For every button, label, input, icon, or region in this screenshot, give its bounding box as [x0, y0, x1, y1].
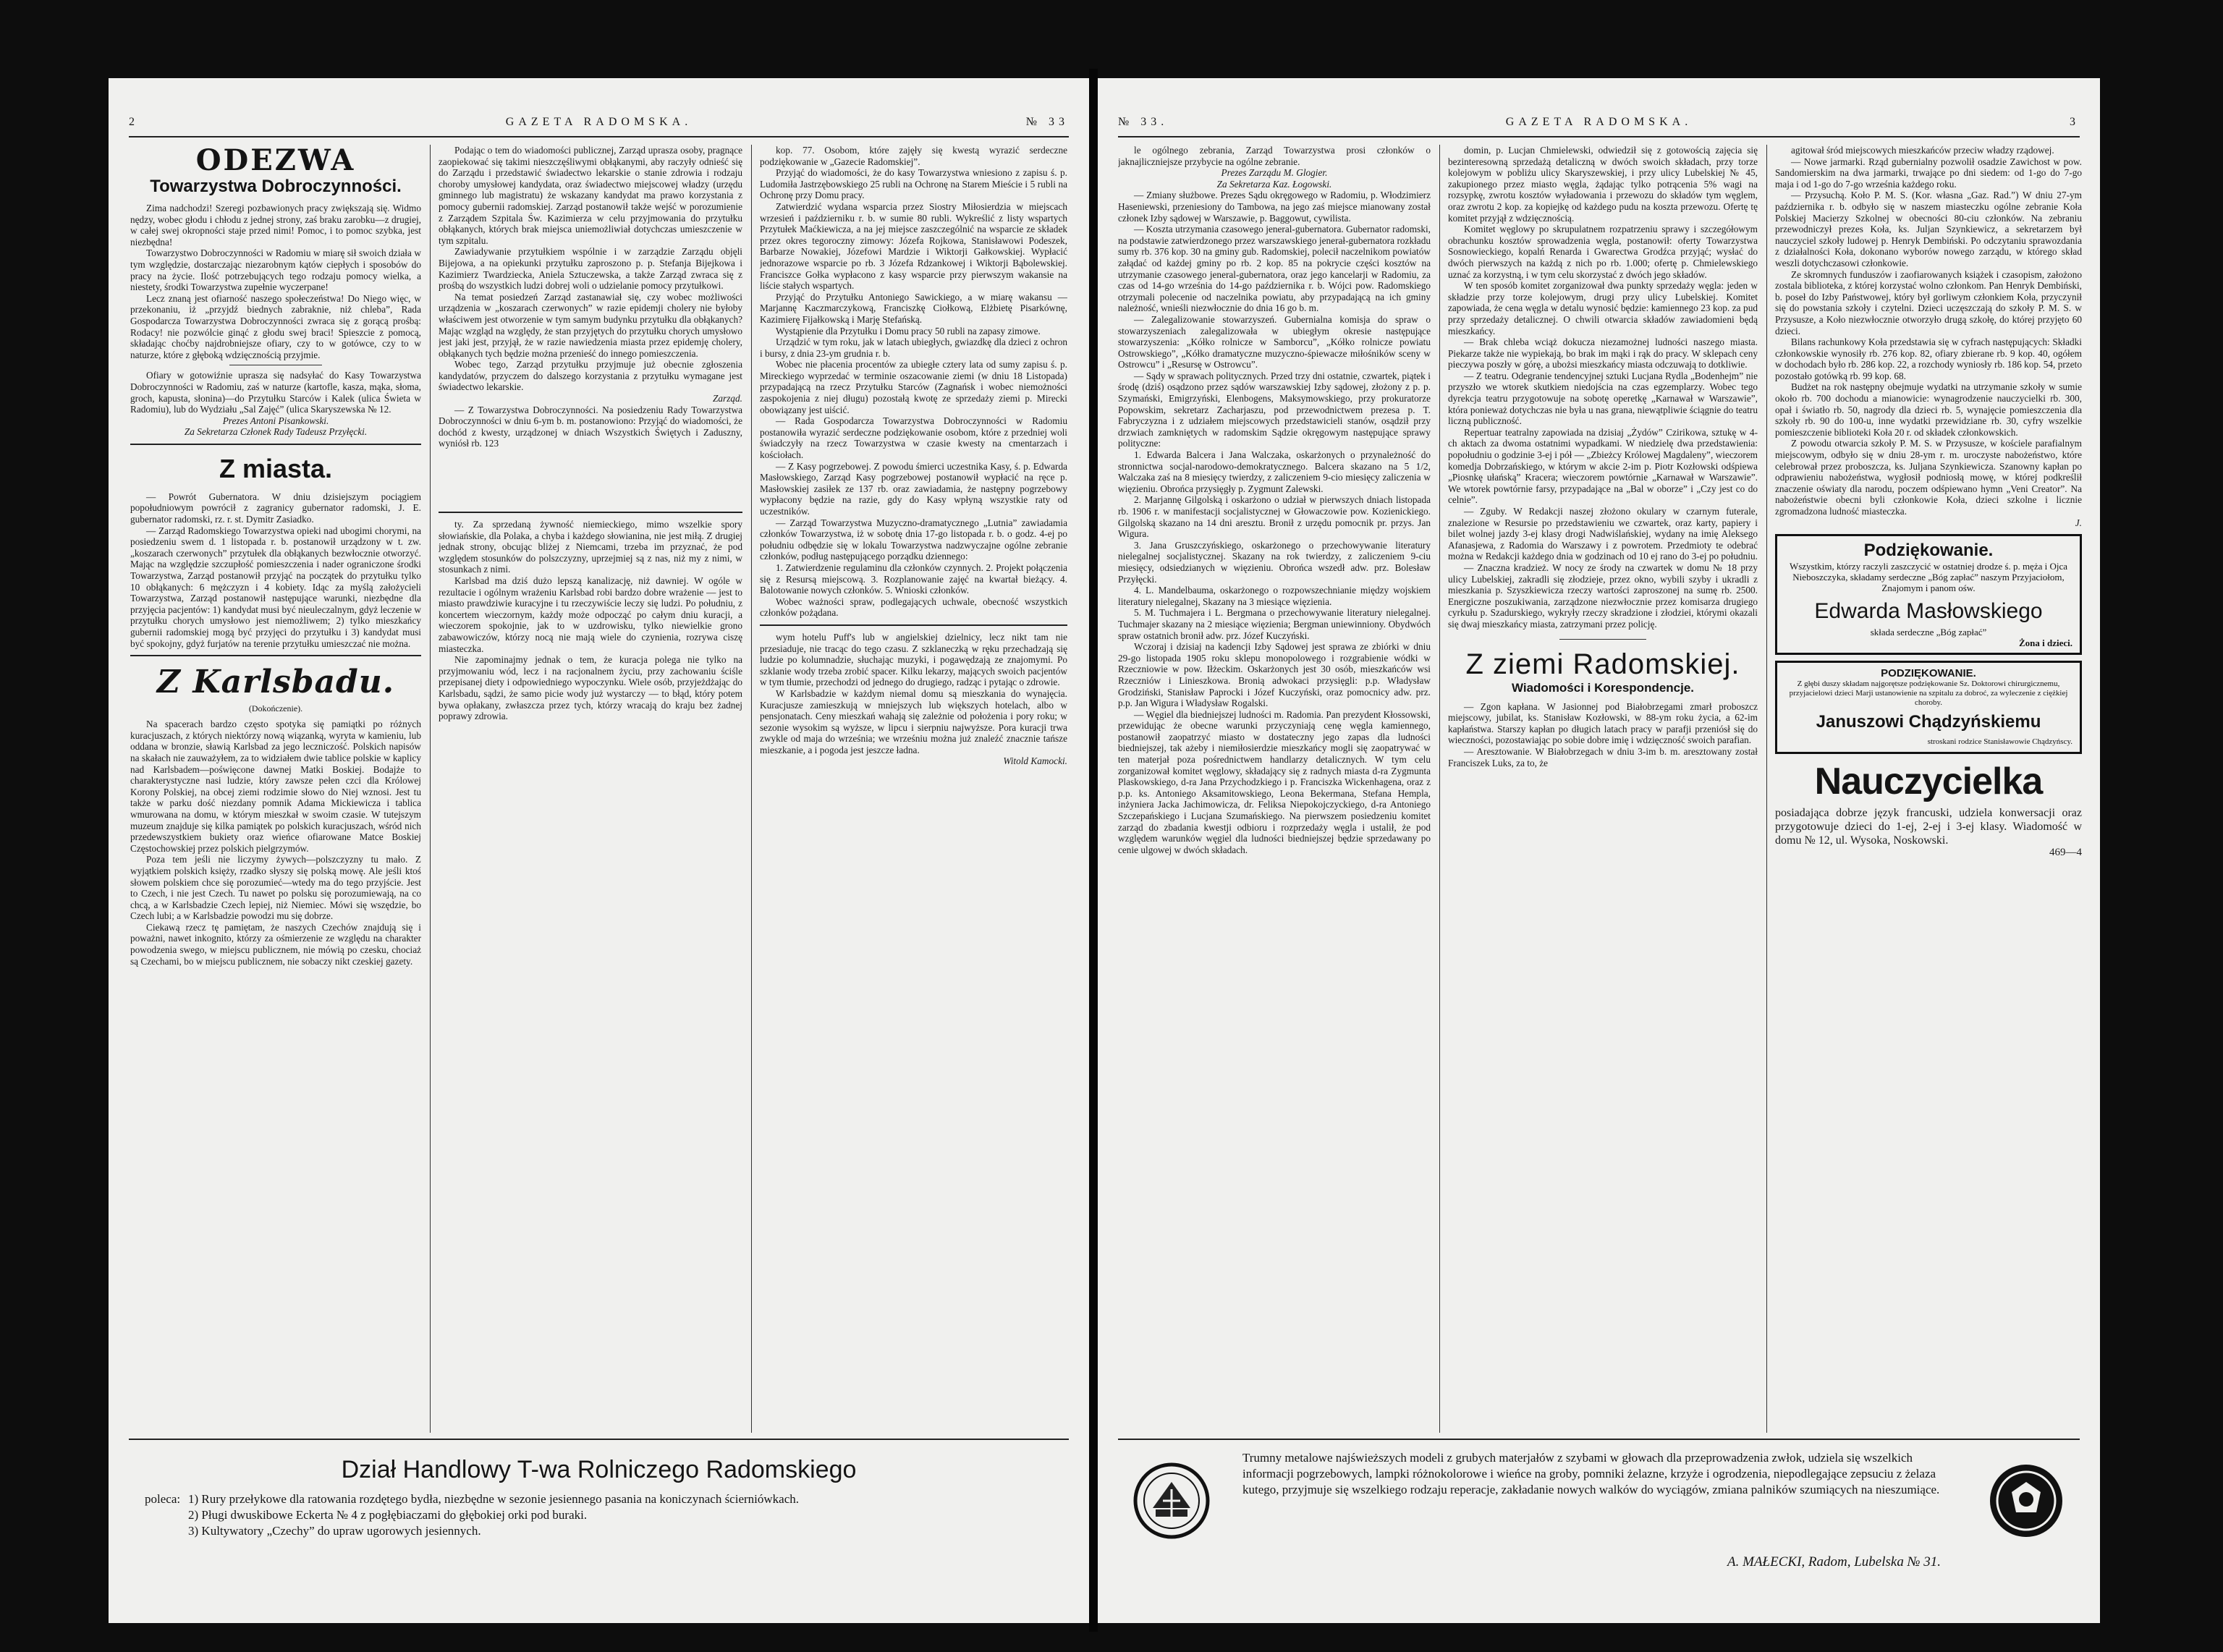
- right-header-rule: [1118, 136, 2080, 137]
- right-running-head: [1118, 116, 2080, 135]
- news-paragraph: Podając o tem do wiadomości publicznej, Zarząd uprasza osoby, pragnące zaopiekować się takimi nieszczęśliwymi obłąkanymi, aby raczyły odnieść się do Zarządu i przedstawić świadectwo lekarskie o stanie zdrowia i rodzaju choroby umysłowej kandydata, oraz świadectwo miejscowej władzy (urzędu gminnego lub magistratu) że wskazany kandydat ma prawo korzystania z pomocy gubernii radomskiej. Zarząd postanowił także wejść w porozumienie z Zarządem Szpitala Św. Kazimierza w celu przyjmowania do przytułku obłąkanych, których brak miejsca uniemożliwiał dotychczas umieszczenie w tym szpitalu.: [439, 145, 742, 246]
- divider: [760, 624, 1067, 626]
- news-paragraph: Wobec nie płacenia procentów za ubiegłe cztery lata od sumy zapisu ś. p. Mireckiego wyprzedać w terminie oszacowanie ziemi (w dniu 18 Listopada) przypadającą na rzecz Przytułku Starców (Zagnańsk i wobec niemożności zaspokojenia z niej długu) pozostałą kwotę ze sprzedaży ziemi p. Mirecki obowiązany jest uiścić.: [760, 359, 1067, 415]
- column-rule: [1439, 145, 1440, 1433]
- news-paragraph: — Zarząd Towarzystwa Muzyczno-dramatycznego „Lutnia” zawiadamia członków Towarzystwa, iż w sobotę dnia 17-go listopada r. b. o godz. 4-ej po południu odbędzie się w lokalu Towarzystwa nadzwyczajne ogólne zebranie członków, podług następującego porządku dziennego:: [760, 517, 1067, 562]
- z-ziemi-radomskiej-title: Z ziemi Radomskiej.: [1465, 648, 1740, 680]
- divider: [130, 655, 421, 656]
- z-miasta-title: Z miasta.: [219, 453, 333, 483]
- left-column-1: [130, 145, 421, 1433]
- court-case: 3. Jana Gruszczyńskiego, oskarżonego o przechowywanie literatury nielegalnej socjalistycznej. Skazany na rok twierdzy, z zaliczeniem 9-ciu miesięcy, odsiedzianych w więzieniu. Obrońca wszedł adw. prz. Bolesław Przyłęcki.: [1118, 539, 1431, 585]
- news-paragraph: — Zmiany służbowe. Prezes Sądu okręgowego w Radomiu, p. Włodzimierz Haseniewski, przeniesiony do Tambowa, na jego zaś miejsce mianowany został członek Izby sądowej w Warszawie, p. Baggowut, cywilista.: [1118, 190, 1431, 224]
- feuilleton-paragraph: Ciekawą rzecz tę pamiętam, że naszych Czechów znajdują się i poważni, nawet inkognito, którzy za ośmierzenie ze względu na charakter powodzenia swego, w miejscu publicznem, nie mówią po czesku, chociaż są Czechami, bo w miejscu publicznem, nie sobaczy nikt czeskiej gazety.: [130, 921, 421, 967]
- news-paragraph: kop. 77. Osobom, które zajęły się kwestą wyrazić serdeczne podziękowanie w „Gazecie Radomskiej”.: [760, 145, 1067, 167]
- column-rule: [751, 145, 752, 1433]
- ad-name: Edwarda Masłowskiego: [1814, 599, 2043, 624]
- odezwa-paragraph: Lecz znaną jest ofiarność naszego społeczeństwa! Do Niego więc, w przekonaniu, iż „przyjdź biednych zabraknie, niż chleba”, Rada Gospodarcza Towarzystwa Dobroczynności zwraca się z gorącą prośbą: Rodacy! nie pozwólcie ginąć z głodu swej braci! Spieszcie z pomocą, składając choćby najdrobniejsze ofiary, czy to w gotówce, czy to w naturze, które z głęboką wdzięcznością przyjmie.: [130, 292, 421, 360]
- news-paragraph: — Brak chleba wciąż dokucza niezamożnej ludności naszego miasta. Piekarze także nie wypiekają, bo brak im mąki i rąk do pracy. W sklepach ceny pieczywa poszły w górę, a ubożsi mieszkańcy miasta odczuwają to dotkliwie.: [1448, 336, 1758, 370]
- odezwa-signature: Za Sekretarza Członek Rady Tadeusz Przyłęcki.: [184, 426, 368, 438]
- odezwa-title: ODEZWA: [195, 145, 356, 177]
- trumny-ad-signature: A. MAŁECKI, Radom, Lubelska № 31.: [1727, 1554, 1941, 1570]
- left-running-head: [129, 116, 1069, 135]
- news-paragraph: — Zalegalizowanie stowarzyszeń. Gubernialna komisja do spraw o stowarzyszeniach zalegalizowała w ubiegłym okresie następujące stowarzyszenia: „Kółko rolnicze w Samborcu”, „Kółko rolnicze powiatu Ostrowskiego”, „Kółko dramatyczne muzyczno-śpiewacze miłośników sceny w Ostrowcu” i „Resursę w Ostrowcu”.: [1118, 313, 1431, 370]
- meeting-agenda: 1. Zatwierdzenie regulaminu dla członków czynnych. 2. Projekt połączenia się z Resursą miejscową. 3. Rozplanowanie zajęć na kwartał bieżący. 4. Balotowanie nowych członków. 5. Wnioski członków.: [760, 562, 1067, 596]
- news-paragraph: domin, p. Lucjan Chmielewski, odwiedził się z gotowością zajęcia się bezinteresowną sprzedażą detaliczną w dwóch swoich składach, przy torze kolejowym w pobliżu ulicy Skaryszewskiej, i przy ulicy Lubelskiej № 45, zakupionego przez miasto węgla, żądając tylko potrącenia 5% wagi na rozsypkę, zwrotu kosztów wyładowania i przewozu do składów tym węglem, oraz zwrotu 2 kop. za kopiejkę od każdego pudu na koszta przewozu. Ofertę tę komitet przyjął z wdzięcznością.: [1448, 145, 1758, 224]
- left-header-rule: [129, 136, 1069, 137]
- news-paragraph: — Sądy w sprawach politycznych. Przed trzy dni ostatnie, czwartek, piątek i środę (dziś) osądzono przez sądów warszawskiej Izby sądowej, złożony z p. p. Szymański, Emigrzyński, Elenbogens, Maksymowskiego, przy prokuratorze Popowskim, sekretarz Zacharjaszu, pod przewodnictwem prezesa p. T. Fabryczyzna i z udziałem miejscowych przedstawicieli stanów, osądził przy drzwiach zamkniętych w radomskim Sądzie okręgowym następujące sprawy polityczne:: [1118, 370, 1431, 449]
- news-paragraph: — Zarząd Radomskiego Towarzystwa opieki nad ubogimi chorymi, na posiedzeniu swem d. 1 listopada r. b. postanowił urządzony w t. zw. „koszarach czerwonych” przytułek dla obłąkanych bezwłocznie otworzyć. Mając na względzie szczupłość pomieszczenia i nader ograniczone środki Towarzystwa, Zarząd postanowił przyjąć na początek do przytułku tylko 10 obłąkanych: 6 mężczyzn i 4 kobiety. Idąc za myślą założycieli Towarzystwa, Zarząd postanowił następujące warunki, niezbędne dla przyjęcia pacjentów: 1) kandydat musi być nieuleczalnym, gdyż leczenie w przytułku chorych umysłowo jest niemożliwem; 2) tylko mieszkańcy gubernii radomskiej mogą być przyjęci do przytułku i 3) kandydat musi być spokojny, gdyż furjatów na terenie przytułku umieszczać nie można.: [130, 525, 421, 649]
- news-signature: Prezes Zarządu M. Glogier.: [1221, 167, 1328, 179]
- news-paragraph: — Rada Gospodarcza Towarzystwa Dobroczynności w Radomiu postanowiła wyrazić serdeczne podziękowanie osobom, które z przedniej woli świadczyły na rzecz Towarzystwa w czasie kwesty na cmentarzach i kościołach.: [760, 415, 1067, 461]
- court-case: 5. M. Tuchmajera i L. Bergmana o przechowywanie literatury nielegalnej. Tuchmajer skazany na 2 miesiące więzienia; Bergman uniewinniony. Obydwóch spraw ostatnich bronił adw. prz. Józef Kuczyński.: [1118, 607, 1431, 641]
- dzial-handlowy-item: 2) Pługi dwuskibowe Eckerta № 4 z pogłębiaczami do głębokiej orki pod buraki.: [188, 1508, 588, 1522]
- news-paragraph: Zawiadywanie przytułkiem wspólnie i w zarządzie Zarządu objęli Bijejowa, a na opiekunki przytułku zaproszono p. p. Stefanja Bijejkowa i Kazimierz Twardziecka, Aniela Sztuczewska, a także Zarząd zwraca się z prośbą do wszystkich ludzi dobrej woli o udzielanie pomocy przytułkowi.: [439, 246, 742, 292]
- news-paragraph: Ze skromnych funduszów i zaofiarowanych książek i czasopism, założono zostala biblioteka, z której korzystać wolno członkom. Pan Henryk Dembiński, b. poseł do Izby Państwowej, który był gorliwym członkiem Koła, przyczynił się do powstania szkoły i czytelni. Dzieci uczęszczają do szkoły P. M. S. w Przysusze, a Koło niezwłocznie otworzyło drugą szkołę, do której przyjęto 60 dzieci.: [1775, 268, 2082, 336]
- dzial-handlowy-item: 3) Kultywatory „Czechy” do upraw ugorowych jesiennych.: [188, 1524, 481, 1538]
- ad-footer: składa serdeczne „Bóg zapłać”: [1870, 627, 1987, 638]
- news-paragraph: — Nowe jarmarki. Rząd gubernialny pozwolił osadzie Zawichost w pow. Sandomierskim na dwa jarmarki, trwające po dni siedem: od 1-go do 7-go maja i od 1-go do 7-go września każdego roku.: [1775, 156, 2082, 190]
- news-paragraph: Przyjąć do Przytułku Antoniego Sawickiego, a w miarę wakansu — Marjannę Kaczmarczykową, Franciszkę Ciołkową, Elżbietę Pisarkównę, Kazimierę Fijałkowską i Marję Stefańską.: [760, 291, 1067, 325]
- divider: [1559, 639, 1646, 640]
- news-signature: J.: [2075, 517, 2082, 528]
- right-bottom-rule: [1118, 1439, 2080, 1440]
- news-paragraph: Wczoraj i dzisiaj na kadencji Izby Sądowej jest sprawa ze zbiórki w dniu 29-go listopada 1905 roku sklepu monopolowego i rozgrabienie wódki w Rzeczniowie w pow. Iłżeckim. Oskarżonych jest 30 osób, mieszkańców wsi Rzeczniów i Linieszkowa. Bronią adwokaci przysięgli: p.p. Władysław Grodziński, Stanisław Paprocki i Józef Kuczyński, oraz pomocnicy adw. prz. p.p. Jan Wigura i Władysław Rogalski.: [1118, 641, 1431, 709]
- news-paragraph: Wobec ważności spraw, podlegających uchwale, obecność wszystkich członków pożądana.: [760, 596, 1067, 619]
- feuilleton-signature: Witold Kamocki.: [1003, 755, 1067, 767]
- left-column-3: [760, 145, 1067, 1433]
- nauczycielka-title: Nauczycielka: [1814, 761, 2043, 803]
- left-bottom-rule: [129, 1439, 1069, 1440]
- book-spine: [1089, 69, 1098, 1632]
- odezwa-paragraph: Ofiary w gotowiźnie uprasza się nadsyłać do Kasy Towarzystwa Dobroczynności w Radomiu, zaś w naturze (kartofle, kasza, mąka, słoma, groch, kapusta, słonina)—do Przytułku Starców i Kalek (ulica Świeta w Radomiu), lub do Wydziału „Sal Zajęć” (ulica Skaryszewska № 12.: [130, 370, 421, 415]
- right-column-3: [1775, 145, 2082, 1433]
- ad-body: Z głębi duszy składam najgorętsze podziękowanie Sz. Doktorowi chirurgicznemu, przyjacielowi dzieci Marji ustanowienie na szpitalu za dobroć, za wyleczenie z ciężkiej choroby.: [1789, 679, 2068, 708]
- left-newspaper-page: [109, 78, 1089, 1623]
- left-column-2: [439, 145, 742, 1433]
- news-paragraph: — Zguby. W Redakcji naszej złożono okulary w czarnym futerale, znalezione w Resursie po przedstawieniu we czwartek, oraz karty, papiery i bilet wolnej jazdy 3-ej klasy drogi Nadwiślańskiej, wydany na imię Aleksego Afanasjewa, z Radomia do Warszawy i z powrotem. Przedmioty te odebrać można w Redakcji każdego dnia w godzinach od 10 ej rano do 3-ej po południu.: [1448, 506, 1758, 562]
- news-paragraph: — Przysuchą. Koło P. M. S. (Kor. własna „Gaz. Rad.”) W dniu 27-ym października r. b. odbyło się w naszem miasteczku ogólne zebranie Koła Polskiej Macierzy Szkolnej w obecności 80-ciu członków. Na zebraniu przewodniczył prezes Koła, ks. Juljan Szynkiewicz, a sekretarzem był nauczyciel szkoły ludowej p. Henryk Dembiński. Po odczytaniu sprawozdania z działalności Koła, dokonano wyborów nowego zarządu, w którego skład weszli dotychczasowi członkowie.: [1775, 190, 2082, 268]
- odezwa-paragraph: Towarzystwo Dobroczynności w Radomiu w miarę sił swoich działa w tym względzie, dostarczając niezarobnym kątów ciepłych i sposobów do pracy na życie. Ilość potrzebujących tego rodzaju pomocy wielka, a niestety, środki Towarzystwa zupełnie wyczerpane!: [130, 247, 421, 293]
- podziekowanie-ad-2: [1775, 661, 2082, 754]
- news-paragraph: — Z Towarzystwa Dobroczynności. Na posiedzeniu Rady Towarzystwa Dobroczynności w dniu 6-ym b. m. postanowiono: Przyjąć do wiadomości, że dochód z kwesty, urządzonej w dniach Wszystkich Świętych i Zaduszny, wyniósł rb. 123: [439, 404, 742, 449]
- trumny-ad-text: Trumny metalowe najświeższych modeli z grubych materjałów z szybami w głowach dla przeprowadzenia zwłok, udziela się wszelkich informacji pogrzebowych, lampki różnokolorowe i wieńce na groby, pomniki żelazne, krzyże i ogrodzenia, niepodlegające zepsuciu z żelaza kutego, przyjmuje się wszelkiego rodzaju reperacje, zakładanie nowych walków do wyciągów, zmiana palników szumiących na nieszumiące.: [1242, 1451, 1940, 1496]
- ad-title: PODZIĘKOWANIE.: [1881, 667, 1976, 680]
- z-ziemi-radomskiej-subtitle: Wiadomości i Korespondencje.: [1511, 680, 1695, 695]
- court-case: 4. L. Mandelbauma, oskarżonego o rozpowszechnianie między wojskiem literatury nielegalnej, Skazany na 3 miesiące więzienia.: [1118, 585, 1431, 607]
- dzial-handlowy-lead: poleca:: [145, 1492, 181, 1506]
- news-paragraph: Na temat posiedzeń Zarząd zastanawiał się, czy wobec możliwości urządzenia w „koszarach czerwonych” w razie epidemji cholery nie byłoby właściwem jest otworzenie w tym samym budynku przytułku dla obłąkanych? Mając wzgląd na względy, że stan przyjętych do przytułku chorych umysłowo jest jaki jest, przyjął, że w razie nawiedzenia miasta przez epidemję cholery, obłąkanych tych będzie można przenieść do innego pomieszczenia.: [439, 291, 742, 359]
- right-column-2: [1448, 145, 1758, 1433]
- news-paragraph: — Znaczna kradzież. W nocy ze środy na czwartek w domu № 18 przy ulicy Lubelskiej, zakradli się złodzieje, przez okno, wybili szyby i ukradli z mieszkania p. Szyszkiewicza rzeczy wartości zaproszonej na sumę rb. 2500. Energiczne poszukiwania, zarządzone niezwłocznie przez komisarza drugiego cyrkułu p. Szadurskiego, wykryły rzeczy skradzione i złodziei, którymi okazali się dwaj mieszkańcy miasta, zatrzymani przez policję.: [1448, 562, 1758, 630]
- ad-name: Januszowi Chądzyńskiemu: [1816, 712, 2041, 732]
- feuilleton-paragraph: ty. Za sprzedaną żywność niemieckiego, mimo wszelkie spory słowiańskie, dla Polaka, a chyba i każdego słowianina, nie jest miłą. Z drugiej jednak strony, obcując bliżej z Niemcami, trzeba im przyznać, że pod względem stosunków do polszczyzny, uprzejmiej są z nas, niż my z nimi, w stosunkach z nimi.: [439, 519, 742, 575]
- feuilleton-paragraph: Karlsbad ma dziś dużo lepszą kanalizację, niż dawniej. W ogóle w rezultacie i ogólnym wrażeniu Karlsbad robi bardzo dobre wrażenie — jest to miasto prawdziwie kuracyjne i tu rzeczywiście leczy się ludzi. Po południu, z koncertem wieczornym, każdy może odpocząć po całym dniu kuracji, a wieczorem spokojnie, jak to w uzdrowisku, tylko niewielkie grono zabawowiczów, którzy nocą nie mają wiele do czynienia, rozrywa ciszę miasteczka.: [439, 575, 742, 654]
- z-karlsbadu-note: (Dokończenie).: [248, 703, 303, 714]
- seal-emblem-icon: [1131, 1460, 1212, 1541]
- news-paragraph: Bilans rachunkowy Koła przedstawia się w cyfrach następujących: Składki członkowskie wynosiły rb. 276 kop. 82, ofiary zbierane rb. 9 kop. 40, ogółem w dochodach było rb. 286 kop. 22, a rozchody wyniosły rb. 186 kop. 54, przeto pozostało gotówką rb. 99 kop. 68.: [1775, 336, 2082, 381]
- feuilleton-paragraph: Poza tem jeśli nie liczymy żywych—polszczyzny tu mało. Z wyjątkiem polskich księży, rzadko słyszy się polską mowę. Ale jeśli ktoś słowem polskiem chce się porozumieć—wtedy ma do tego przyjście. Jest to Czech, i nie jest Czech. Tu nawet po polsku się porozumiewają, na co chcą, a w Karlsbadzie Czech lepiej, niż Niemiec. Mówi się wszędzie, bo Czech lubi; a w Karlsbadzie powodzi mu się dobrze.: [130, 854, 421, 922]
- feuilleton-paragraph: Na spacerach bardzo często spotyka się pamiątki po różnych kuracjuszach, z których niektórzy nową wiązanką, wyryta w kamieniu, lub oddana w bronzie, sławią Karlsbad za jego leczniczość. Polskich napisów na skałach nie zauważyłem, za to widziałem dwie tablice polskie w kaplicy nad Karlsbadem—poświęcone dawnej Matki Boskiej. Bodajże to charakterystyczne nasi ludzie, który zawsze pełen czci dla Królowej Korony Polskiej, na obcej ziemi rodzimie słowo do Niej wznosi. Jest tu także w parku dość niezdany pomnik Adama Mickiewicza i tablica wmurowana na domu, w którym mieszkał w swoim czasie. W tutejszym muzeum znajduje się kilka pamiątek po polskich kuracjuszach, wśród nich przedewszystkiem bukiety oraz wieńce ofiarowane Matce Boskiej Częstochowskiej przez polskich pielgrzymów.: [130, 719, 421, 854]
- court-case: 2. Marjannę Gilgolską i oskarżono o udział w pierwszych dniach listopada rb. 1906 r. w manifestacji socjalistycznej w Głowaczowie pow. Kozienickiego. Gilgolską skazano na 14 dni aresztu. Bronił z urzędu pomocnik pr. przys. Jan Wigura.: [1118, 494, 1431, 540]
- column-rule: [430, 145, 431, 1433]
- column-rule: [1766, 145, 1767, 1433]
- left-masthead-title: GAZETA RADOMSKA.: [505, 116, 693, 128]
- dzial-handlowy-ad: [109, 1444, 1089, 1618]
- feuilleton-paragraph: Nie zapominajmy jednak o tem, że kuracja polega nie tylko na przyjmowaniu wód, lecz i na racjonalnem życiu, przy zachowaniu ściśle przepisanej diety i odpowiedniego wypoczynku. Wiele osób, przyjeżdżając do Karlsbadu, sądzi, że samo picie wody już wystarczy — to błąd, który potem bywa opłakany, zwłaszcza przez tych, którzy wracają do kraju bez żadnej poprawy zdrowia.: [439, 654, 742, 722]
- news-paragraph: le ogólnego zebrania, Zarząd Towarzystwa prosi członków o jaknajliczniejsze przybycie na ogólne zebranie.: [1118, 145, 1431, 167]
- podziekowanie-ad: [1775, 534, 2082, 655]
- news-signature: Za Sekretarza Kaz. Łogowski.: [1216, 178, 1332, 190]
- ad-title: Podziękowanie.: [1863, 541, 1994, 561]
- news-paragraph: Wystąpienie dla Przytułku i Domu pracy 50 rubli na zapasy zimowe.: [776, 325, 1041, 336]
- right-masthead-title: GAZETA RADOMSKA.: [1505, 116, 1693, 128]
- nauczycielka-body: posiadająca dobrze język francuski, udziela konwersacji oraz przygotowuje dzieci do 1-ej, 2-ej i 3-ej klasy. Wiadomość w domu № 12, ul. Wysoka, Noskowski.: [1775, 807, 2082, 847]
- news-paragraph: Przyjąć do wiadomości, że do kasy Towarzystwa wniesiono z zapisu ś. p. Ludomiła Jastrzębowskiego 25 rubli na Ochronę na Starem Mieście i 5 rubli na Ochronę przy Domu pracy.: [760, 167, 1067, 201]
- left-page-number: 2: [129, 116, 139, 128]
- news-paragraph: Repertuar teatralny zapowiada na dzisiaj „Żydów” Czirikowa, sztukę w 4-ch aktach za dwoma ostatnimi wypadkami. W niedzielę dwa przedstawienia: popołudniu o godzinie 3-ej i pół — „Zbieżcy Królowej Magdaleny”, wieczorem komedja Dobrzańskiego, w którym w akcie 2-im p. Piotr Kozłowski odśpiewa „Piosnkę ułańską” Kracera; wieczorem powtórnie „Karnawał w Warszawie”. We wtorek powtórnie farsy, przypadające na „Bal w oborze” i „Czy jest co do celnie”.: [1448, 426, 1758, 506]
- dzial-handlowy-item: 1) Rury przełykowe dla ratowania rozdętego bydła, niezbędne w sezonie jesiennego pasania na koniczynach ścierniówkach.: [188, 1492, 799, 1506]
- odezwa-paragraph: Zima nadchodzi! Szeregi pozbawionych pracy zwiększają się. Widmo nędzy, wobec głodu i chłodu z jednej strony, zaś braku zarobku—z drugiej, w całej swej okropności staje przed nimi! Pomoc, i to pomoc szybka, jest niezbędna!: [130, 203, 421, 247]
- news-paragraph: Wobec tego, Zarząd przytułku przyjmuje już obecnie zgłoszenia kandydatów, przyczem do dalszego korzystania z przytułku wymagane jest świadectwo lekarskie.: [439, 359, 742, 393]
- odezwa-signature: Prezes Antoni Pisankowski.: [222, 415, 329, 426]
- news-paragraph: — Koszta utrzymania czasowego jeneral-gubernatora. Gubernator radomski, na podstawie zatwierdzonego przez warszawskiego jenerał-gubernatora rozkładu sumy rb. 376 kop. 30 na gminy gub. Radomskiej, polecił naczelnikom powiatów załądać od każdej gminy po rb. 2 kop. 85 na pokrycie części kosztów na utrzymanie czasowego jeneral-gubernatora, oraz jego kancelarji w Radomiu, za czas od 14-go września do 14-go października r. b. Wójci pow. Radomskiego otrzymali polecenie od naczelnika powiatu, aby przypadającą na ich gminy należność, wnieśli niezwłocznie do dnia 16 go b. m.: [1118, 224, 1431, 314]
- award-medal-icon: [1986, 1460, 2067, 1541]
- news-paragraph: — Z Kasy pogrzebowej. Z powodu śmierci uczestnika Kasy, ś. p. Edwarda Masłowskiego, Zarząd Kasy pogrzebowej postanowił wypłacić na ręce p. Masłowskiej zasiłek ze 137 rb. oraz zawiadamia, że następny pogrzebowy wypłacony będzie na razie, gdy do Kasy wpłyną wszystkie raty od uczestników.: [760, 460, 1067, 517]
- divider: [130, 444, 421, 445]
- news-paragraph: — Węgiel dla biedniejszej ludności m. Radomia. Pan prezydent Kłossowski, przewidując że obecne warunki przyczyniają cenę węgla kamiennego, postanowił zaopatrzyć miasto w dostateczny jego zapas dla ludności biedniejszej, tak ażeby i niemiłosierdzie mieszkańcy mogli się zaopatrywać w ten materjał poza pośrednictwem handlarzy detalicznych. W tym celu zorganizował komitet węglowy, składający się z radnych miasta d-ra Zygmunta Plaskowskiego, d-ra Jana Przychodzkiego i p. Franciszka Wickenhagena, oraz z p.p. ks. Antoniego Aksamitowskiego, Leona Bekermana, Stefana Hempla, inżyniera Jacka Jachimowicza, dr. Feliksa Niepokojczyckiego, d-ra Antoniego Szczepańskiego i Lucjana Szumańskiego. Na pierwszem posiedzeniu komitet zarząd do zbadania kwestji odbioru i rozprzedaży węgla i ustalił, że pod względem warunków węgiel dla ludności biedniejszej będzie sprzedawany po cenie ulgowej w dwóch składach.: [1118, 708, 1431, 855]
- news-paragraph: Zatwierdzić wydana wsparcia przez Siostry Miłosierdzia w miejscach wrzesień i październiku r. b. w sumie 80 rubli. Wykreślić z listy wspartych Przytułek Maćkiewicza, a na jej miejsce zaszczególnić na wsparcie ze składek przez okres tegoroczny zimowy: Józefa Rojkowa, Stanisławowi Podeszek, Barbarze Nowakiej, Józefowi Mardzie i Wiktorji Gałkowskiej. Wypłacić jednorazowe wsparcie po rb. 3 Józefa Rdzankowej i Wiktorji Bąbolewskiej. Franciszce Gołka wypłacono z kasy wsparcie przy pierwszym wakansie na liście stałych wspartych.: [760, 200, 1067, 292]
- feuilleton-paragraph: W Karlsbadzie w każdym niemal domu są mieszkania do wynajęcia. Kuracjusze zamieszkują w mniejszych lub większych hotelach, albo w pensjonatach. Ceny mieszkań wahają się zależnie od położenia i pory roku; w sezonie wysokim są wyższe, w lipcu i sierpniu najwyższe. Pora kuracji trwa zwykle od maja do września; we wrześniu można już znaleźć znacznie tańsze mieszkanie, a i pogoda jest jeszcze ładna.: [760, 687, 1067, 755]
- right-issue-number: № 33.: [1118, 116, 1169, 128]
- dzial-handlowy-list: [145, 1491, 1089, 1539]
- right-column-1: [1118, 145, 1431, 1433]
- ad-sign: stroskani rodzice Stanisławowie Chądzyńscy.: [1927, 737, 2072, 747]
- news-paragraph: Budżet na rok następny obejmuje wydatki na utrzymanie szkoły w sumie około rb. 700 dochodu a mianowicie: wynagrodzenie nauczycielki rb. 300, opał i światło rb. 50, nagrody dla dzieci rb. 5, wynajęcie pomieszczenia dla szkoły rb. 90 do 100-u, inne wydatki przewidziane rb. 30, cyfry wszelkie pomieszczenie biblioteki Koła 20 r. od składek członkowskich.: [1775, 381, 2082, 438]
- trumny-ad: [1098, 1444, 2100, 1618]
- news-signature: Zarząd.: [712, 393, 742, 404]
- right-page-number: 3: [2070, 116, 2080, 128]
- divider: [439, 512, 742, 513]
- news-paragraph: — Powrót Gubernatora. W dniu dzisiejszym pociągiem popołudniowym powrócił z zagranicy gubernator radomski, J. E. gubernator radomski, rz. r. st. Dymitr Zasiadko.: [130, 491, 421, 525]
- dzial-handlowy-title: Dział Handlowy T-wa Rolniczego Radomskiego: [341, 1456, 857, 1483]
- nauczycielka-code: 469—4: [2049, 847, 2082, 859]
- feuilleton-paragraph: wym hotelu Puff's lub w angielskiej dzielnicy, lecz nikt tam nie przesiaduje, nie tracąc do tego czasu. Z szklaneczką w ręku przechadzają się ludzie po kolumnadzie, słuchając muzyki, i pogawędzają ze znajomymi. Po szklanie wody trzeba zrobić spacer. Kilku lekarzy, mających swoich pacjentów w tym tłumie, przechodzi od jednego do drugiego, radząc i pytając o zdrowie.: [760, 631, 1067, 688]
- left-issue-number: № 33: [1025, 116, 1069, 128]
- news-paragraph: Komitet węglowy po skrupulatnem rozpatrzeniu sprawy i szczegółowym obrachunku kosztów sprowadzenia węgla, postanowił: oferty Towarzystwa Sosnowieckiego, kopalń Renarda i Gwarectwa Grodźca przyjąć; wysłać do dwóch pierwszych na każdą z nich po rb. 1.000; ofertę p. Chmielewskiego uznać za korzystną, i w tym celu skorzystać z dwóch jego składów.: [1448, 224, 1758, 280]
- ad-sign: Żona i dzieci.: [2018, 637, 2072, 649]
- news-paragraph: — Aresztowanie. W Białobrzegach w dniu 3-im b. m. aresztowany został Franciszek Luks, za to, że: [1448, 745, 1758, 768]
- right-newspaper-page: [1098, 78, 2100, 1623]
- news-paragraph: — Zgon kapłana. W Jasionnej pod Białobrzegami zmarł proboszcz miejscowy, jubilat, ks. Stanisław Kozłowski, w 88-ym roku życia, a 62-im kapłaństwa. Starszy kapłan po długich latach pracy w parafji przeniósł się do wieczności, pozostawiając po sobie dobre imię i wdzięczność swoich parafian.: [1448, 700, 1758, 746]
- court-case: 1. Edwarda Balcera i Jana Walczaka, oskarżonych o przynależność do stronnictwa socjal-narodowo-demokratycznego. Balcera skazano na 5 1/2, Walczaka zaś na 8 miesięcy twierdzy, z zaliczeniem 9-cio miesięcy zaliczenia w więzieniu. Obrońca przysięgły p. Zygmunt Zalewski.: [1118, 449, 1431, 494]
- news-paragraph: W ten sposób komitet zorganizował dwa punkty sprzedaży węgla: jeden w składzie przy torze kolejowym, drugi przy ulicy Lubelskiej. Komitet zapowiada, że cena węgla w detalu wynosić będzie: kamiennego 23 kop. za pud przy sprzedaży detalicznej. O chwili otwarcia składów zawiadomieni będą mieszkańcy.: [1448, 280, 1758, 336]
- z-karlsbadu-title: Z Karlsbadu.: [156, 664, 395, 701]
- odezwa-subtitle: Towarzystwa Dobroczynności.: [150, 177, 402, 196]
- news-paragraph: Urządzić w tym roku, jak w latach ubiegłych, gwiazdkę dla dzieci z ochron i bursy, z dnia 23-ym grudnia r. b.: [760, 336, 1067, 359]
- news-paragraph: — Z teatru. Odegranie tendencyjnej sztuki Lucjana Rydla „Bodenhejm” nie przyszło we wtorek skutkiem niedojścia na czas egzemplarzy. Wobec tego dyrekcja teatru przygotowuje na sobotę operetkę „Karnawał w Warszawie”, która ponieważ dotychczas nie była u nas grana, niewątpliwie ściągnie do teatru liczną publiczność.: [1448, 370, 1758, 427]
- ad-body: Wszystkim, którzy raczyli zaszczycić w ostatniej drodze ś. p. męża i Ojca Nieboszczyka, składamy serdeczne „Bóg zapłać” naszym Przyjaciołom, Znajomym i panom ośw.: [1789, 561, 2068, 594]
- news-paragraph: agitował śród miejscowych mieszkańców przeciw władzy rządowej.: [1791, 145, 2054, 156]
- news-paragraph: Z powodu otwarcia szkoły P. M. S. w Przysusze, w kościele parafialnym miejscowym, odbyło się w dniu 28-ym r. m. uroczyste nabożeństwo, które celebrował przez proboszcza, ks. Juljana Szynkiewicza. Szanowny kapłan po odprawieniu nabożeństwa, wygłosił podniosłą mowę, w której podkreślił znaczenie oświaty dla narodu, poczem odśpiewano hymn „Veni Creator”. Na nabożeństwie obecni byli członkowie Koła, dzieci szkolne i licznie zgromadzona ludność miasteczka.: [1775, 438, 2082, 517]
